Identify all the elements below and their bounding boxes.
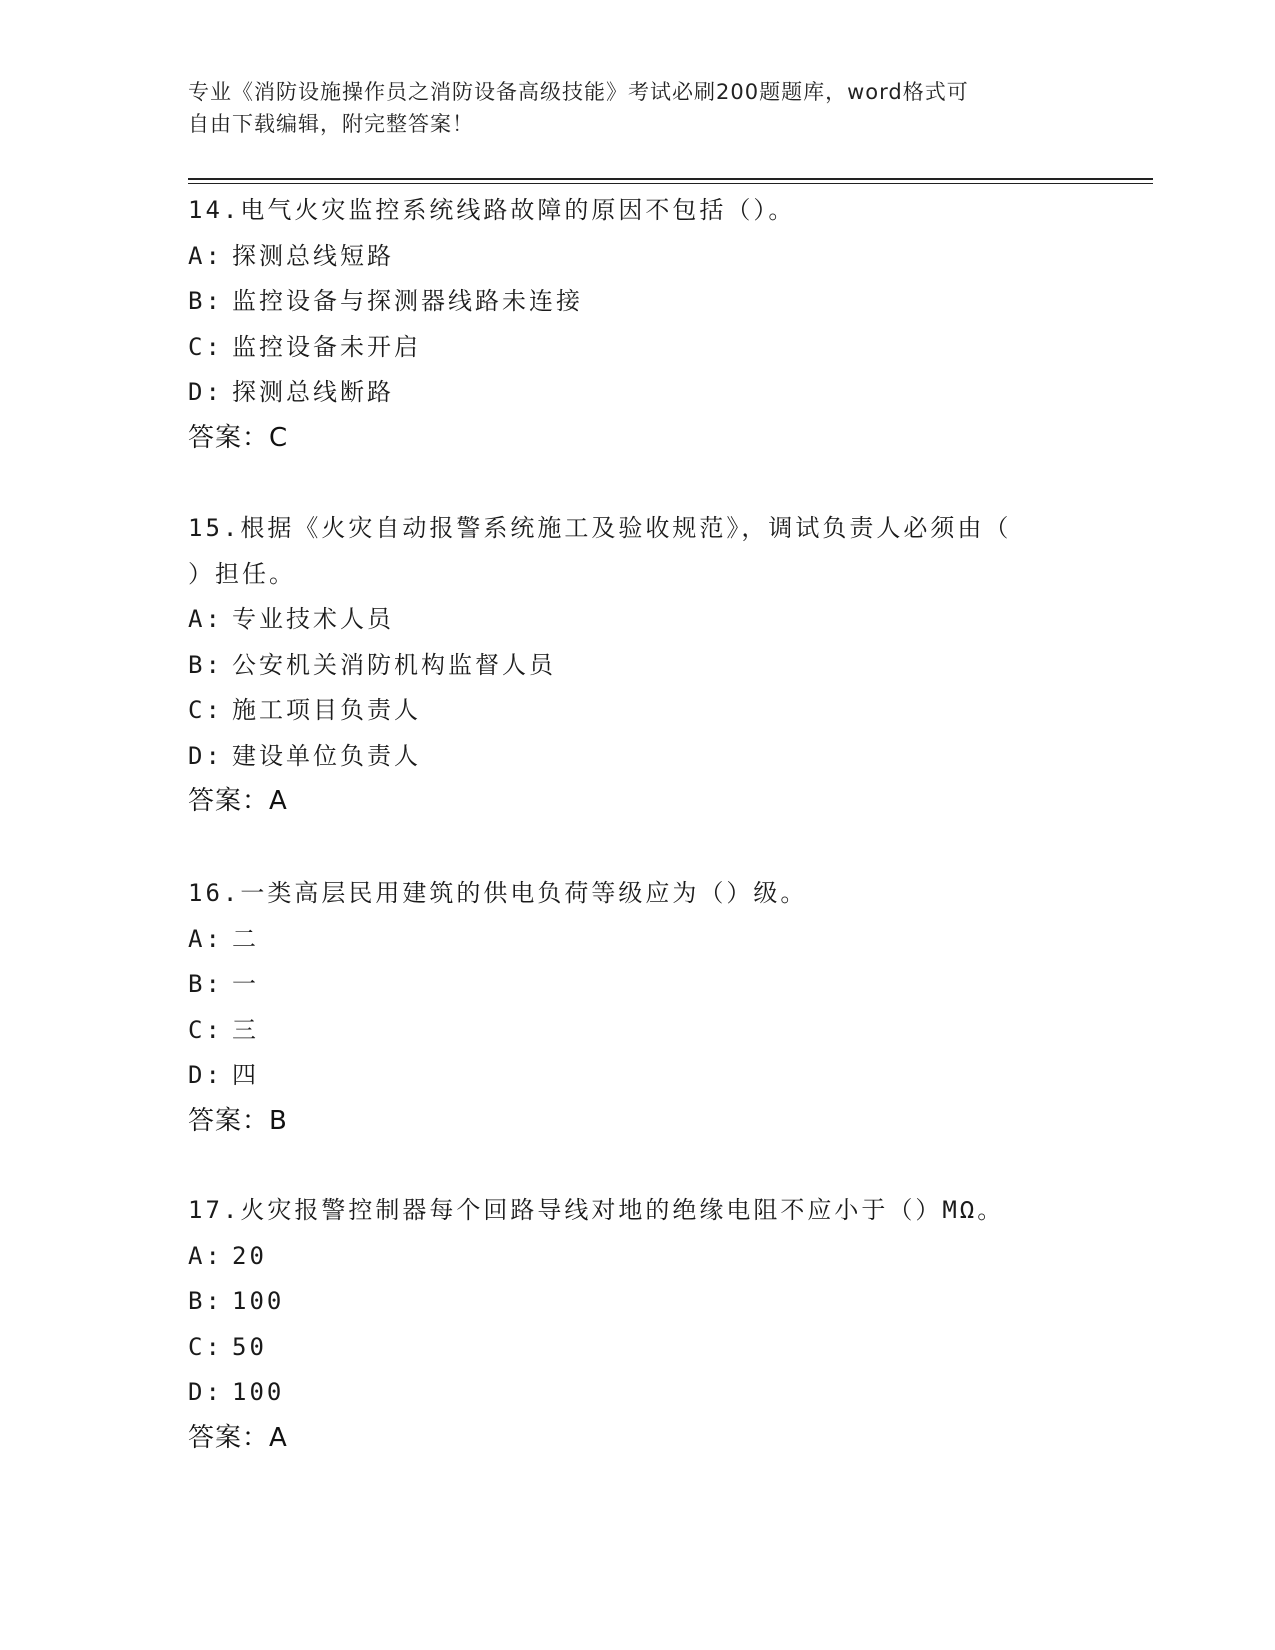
option-key: B:	[188, 650, 223, 679]
option-text: 专业技术人员	[232, 605, 394, 633]
header-line-2: 自由下载编辑，附完整答案！	[188, 112, 474, 136]
option-key: C:	[188, 696, 223, 724]
option-b	[188, 1279, 1088, 1325]
option-d	[188, 370, 1088, 416]
option-text: 探测总线断路	[232, 378, 394, 406]
option-text: 建设单位负责人	[232, 741, 421, 770]
option-c	[188, 1325, 1088, 1371]
option-text: 四	[232, 1061, 259, 1089]
option-key: C:	[188, 1332, 223, 1361]
option-b	[188, 962, 1088, 1008]
option-key: B:	[188, 970, 223, 998]
option-key: D:	[188, 1378, 223, 1406]
option-key: A:	[188, 1241, 223, 1270]
option-b	[188, 279, 1088, 325]
answer-line: 答案：B	[188, 1105, 288, 1136]
option-b	[188, 643, 1088, 689]
option-c	[188, 688, 1088, 734]
option-text: 三	[232, 1015, 259, 1044]
header-divider-thick	[188, 178, 1153, 180]
option-key: B:	[188, 287, 223, 315]
option-text: 二	[232, 924, 259, 953]
option-a	[188, 1234, 1088, 1280]
question-17	[188, 1188, 1088, 1461]
option-a	[188, 917, 1088, 963]
answer-line: 答案：C	[188, 422, 289, 453]
option-text: 100	[232, 1378, 285, 1406]
option-text: 100	[232, 1287, 285, 1315]
option-text: 一	[232, 970, 259, 998]
option-d	[188, 1370, 1088, 1416]
question-stem: 17.火灾报警控制器每个回路导线对地的绝缘电阻不应小于（）MΩ。	[188, 1196, 1005, 1224]
option-key: A:	[188, 605, 223, 633]
question-stem: 16.一类高层民用建筑的供电负荷等级应为（）级。	[188, 879, 808, 907]
option-text: 50	[232, 1332, 267, 1361]
option-text: 探测总线短路	[232, 241, 394, 270]
answer-line: 答案：A	[188, 786, 288, 816]
question-16	[188, 871, 1088, 1144]
option-key: A:	[188, 924, 223, 953]
option-d	[188, 1053, 1088, 1099]
document-header	[188, 76, 1068, 140]
option-text: 公安机关消防机构监督人员	[232, 650, 556, 679]
question-stem-line-2: ）担任。	[188, 559, 296, 588]
option-key: A:	[188, 241, 223, 270]
option-c	[188, 1008, 1088, 1054]
header-line-1: 专业《消防设施操作员之消防设备高级技能》考试必刷200题题库，word格式可	[188, 80, 969, 104]
header-divider-thin	[188, 183, 1153, 184]
answer-line: 答案：A	[188, 1422, 288, 1453]
option-c	[188, 325, 1088, 371]
question-stem-line-1: 15.根据《火灾自动报警系统施工及验收规范》，调试负责人必须由（	[188, 514, 1012, 542]
question-15	[188, 506, 1088, 825]
question-14	[188, 188, 1088, 461]
option-text: 施工项目负责人	[232, 696, 421, 724]
option-key: D:	[188, 378, 223, 406]
option-a	[188, 597, 1088, 643]
option-text: 20	[232, 1241, 267, 1270]
option-key: D:	[188, 741, 223, 770]
question-stem: 14.电气火灾监控系统线路故障的原因不包括（）。	[188, 196, 796, 224]
option-text: 监控设备未开启	[232, 332, 421, 361]
option-key: D:	[188, 1061, 223, 1089]
option-key: B:	[188, 1287, 223, 1315]
option-d	[188, 734, 1088, 780]
option-a	[188, 234, 1088, 280]
option-key: C:	[188, 332, 223, 361]
option-key: C:	[188, 1015, 223, 1044]
option-text: 监控设备与探测器线路未连接	[232, 287, 583, 315]
